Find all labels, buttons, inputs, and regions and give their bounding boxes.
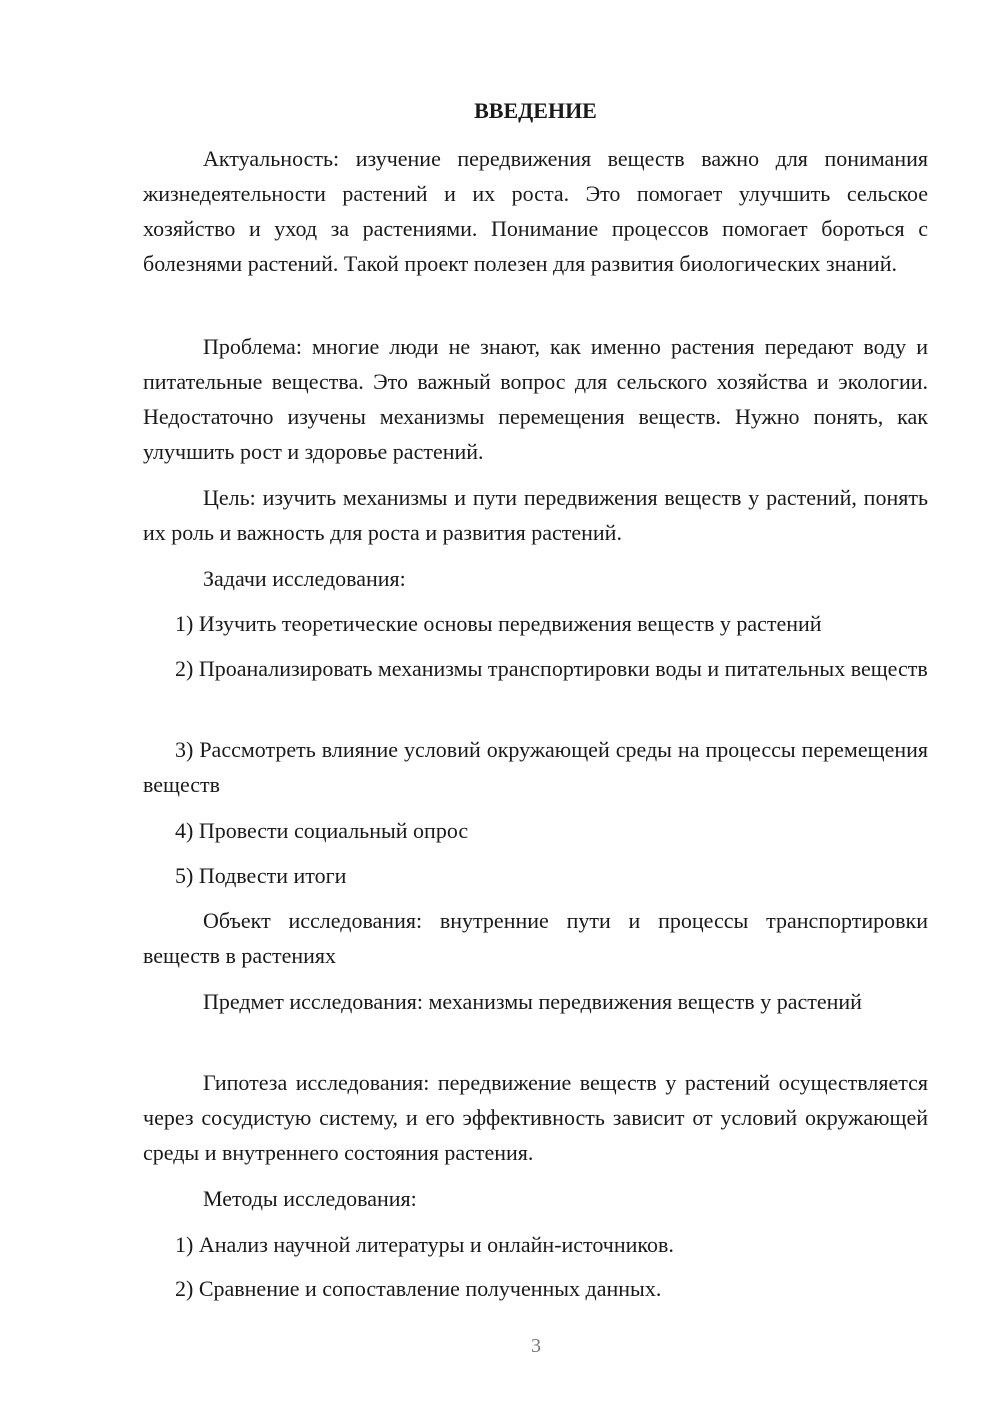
task-item: 3) Рассмотреть влияние условий окружающей среды на процессы перемещения веществ [143, 737, 928, 797]
hypothesis-paragraph: Гипотеза исследования: передвижение веществ у растений осуществляется через сосудистую систему, и его эффективность зависит от условий окружающей среды и внутреннего состояния растения. [143, 1070, 928, 1165]
task-item: 2) Проанализировать механизмы транспортировки воды и питательных веществ [175, 656, 928, 681]
method-item: 1) Анализ научной литературы и онлайн-источников. [175, 1232, 674, 1257]
methods-title: Методы исследования: [203, 1186, 417, 1211]
method-item: 2) Сравнение и сопоставление полученных данных. [175, 1276, 662, 1301]
tasks-title: Задачи исследования: [203, 566, 406, 591]
task-item: 1) Изучить теоретические основы передвижения веществ у растений [175, 611, 822, 636]
goal-paragraph: Цель: изучить механизмы и пути передвижения веществ у растений, понять их роль и важность для роста и развития растений. [143, 485, 928, 545]
relevance-paragraph: Актуальность: изучение передвижения веществ важно для понимания жизнедеятельности растений и их роста. Это помогает улучшить сельское хозяйство и уход за растениями. Понимание процессов помогает бороться с болезнями растений. Такой проект полезен для развития биологических знаний. [143, 146, 928, 276]
page-number: 3 [531, 1335, 541, 1357]
task-item: 5) Подвести итоги [175, 863, 347, 888]
page-title: ВВЕДЕНИЕ [474, 98, 597, 123]
task-item: 4) Провести социальный опрос [175, 818, 469, 843]
problem-paragraph: Проблема: многие люди не знают, как именно растения передают воду и питательные вещества. Это важный вопрос для сельского хозяйства и экологии. Недостаточно изучены механизмы перемещения веществ. Нужно понять, как улучшить рост и здоровье растений. [143, 334, 928, 464]
subject-paragraph: Предмет исследования: механизмы передвижения веществ у растений [203, 989, 862, 1014]
object-paragraph: Объект исследования: внутренние пути и процессы транспортировки веществ в растениях [143, 908, 928, 968]
